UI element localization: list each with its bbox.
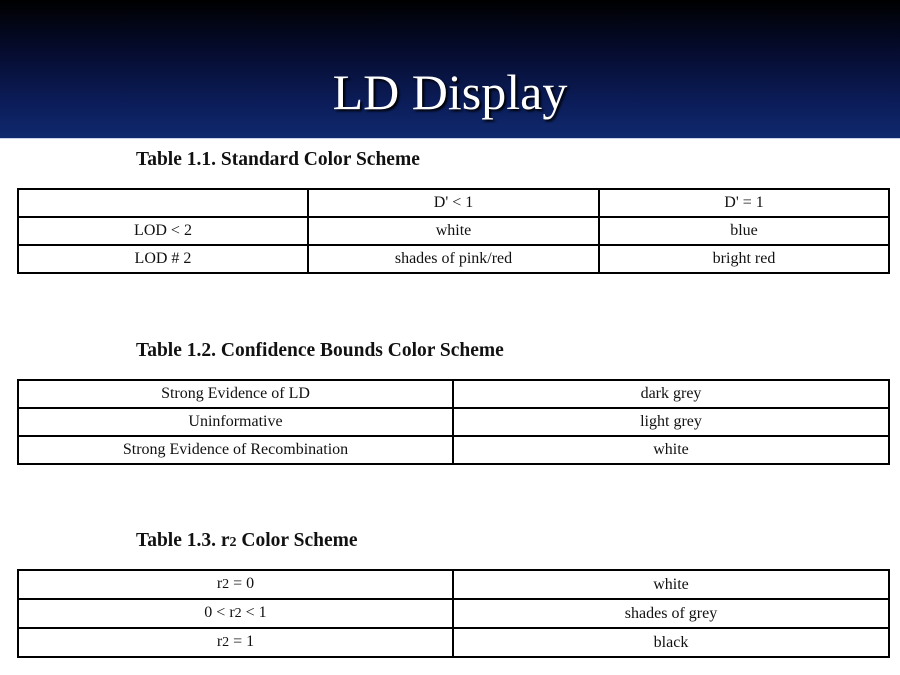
r-exponent: 2 <box>222 577 230 592</box>
r-exponent: 2 <box>222 635 230 650</box>
r2-color-scheme-table <box>17 569 890 658</box>
table-row <box>18 217 889 245</box>
table-row <box>18 628 889 657</box>
table-row <box>18 245 889 273</box>
r-exponent: 2 <box>234 606 242 621</box>
title-bar <box>0 0 900 139</box>
table-row <box>18 436 889 464</box>
table-cell: blue <box>599 217 889 245</box>
confidence-bounds-color-scheme-table <box>17 379 890 465</box>
r-symbol: r <box>229 604 235 621</box>
slide-title: LD Display <box>332 64 568 120</box>
caption-r-exponent: 2 <box>229 535 237 550</box>
condition-rest: = 1 <box>229 633 255 650</box>
table-cell: dark grey <box>453 380 889 408</box>
standard-color-scheme-table <box>17 188 890 274</box>
condition-rest: = 0 <box>229 575 255 592</box>
table-cell: white <box>453 570 889 599</box>
table-cell: D' = 1 <box>599 189 889 217</box>
table-cell: white <box>308 217 599 245</box>
table-cell: D' < 1 <box>308 189 599 217</box>
table3-caption <box>136 529 358 555</box>
table-cell: white <box>453 436 889 464</box>
table-header-row <box>18 189 889 217</box>
table-cell: shades of pink/red <box>308 245 599 273</box>
table-cell: Strong Evidence of Recombination <box>18 436 453 464</box>
table-cell: LOD < 2 <box>18 217 308 245</box>
table-row <box>18 380 889 408</box>
caption-prefix: Table 1.3. <box>136 530 221 551</box>
table-cell: LOD # 2 <box>18 245 308 273</box>
table-cell: light grey <box>453 408 889 436</box>
r-symbol: r <box>216 633 223 650</box>
table-row <box>18 570 889 599</box>
table-cell: black <box>453 628 889 657</box>
caption-r: r <box>220 530 230 551</box>
table1-caption: Table 1.1. Standard Color Scheme <box>136 149 420 170</box>
table-cell: shades of grey <box>453 599 889 628</box>
table-cell <box>18 189 308 217</box>
table-cell <box>18 628 453 657</box>
table-row <box>18 408 889 436</box>
table-cell: bright red <box>599 245 889 273</box>
caption-suffix: Color Scheme <box>236 530 358 551</box>
condition-pre: 0 < <box>204 604 230 621</box>
table-cell <box>18 570 453 599</box>
r-symbol: r <box>216 575 223 592</box>
table2-caption: Table 1.2. Confidence Bounds Color Scheme <box>136 340 504 361</box>
condition-rest: < 1 <box>241 604 267 621</box>
table-cell <box>18 599 453 628</box>
table-row <box>18 599 889 628</box>
table-cell: Strong Evidence of LD <box>18 380 453 408</box>
table-cell: Uninformative <box>18 408 453 436</box>
slide-content <box>10 139 890 675</box>
